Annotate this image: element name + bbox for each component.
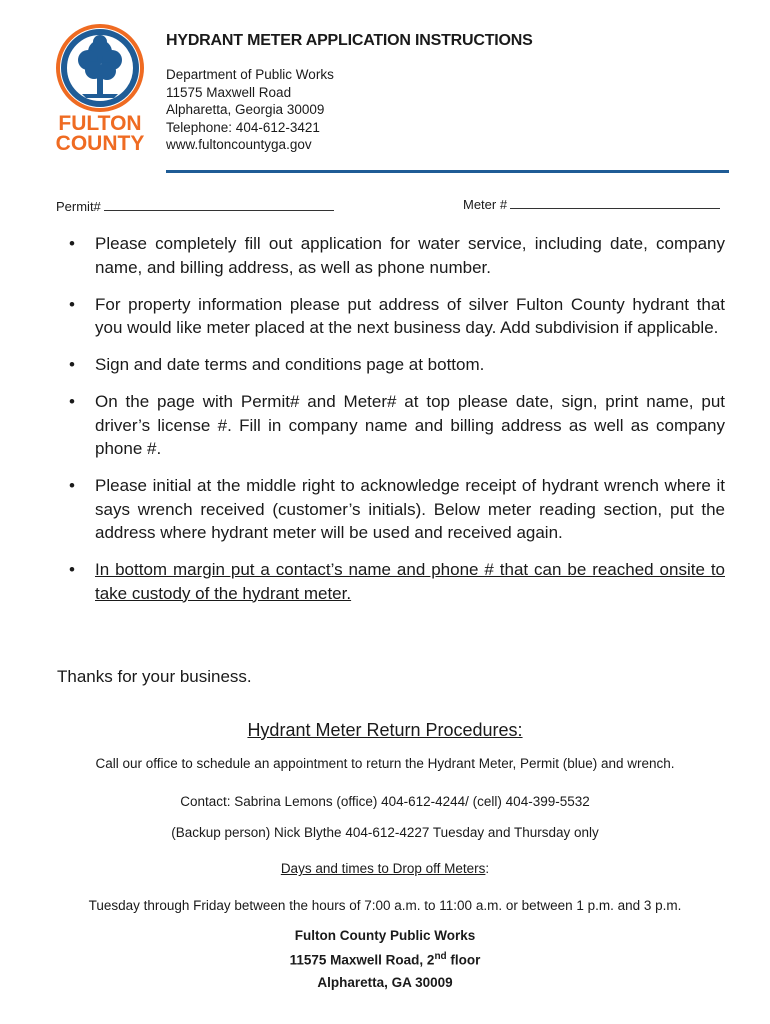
permit-label: Permit# <box>56 199 101 214</box>
footer-street-pre: 11575 Maxwell Road, 2 <box>289 952 435 968</box>
header-divider <box>166 170 729 173</box>
return-call-text: Call our office to schedule an appointment to return the Hydrant Meter, Permit (blue) and wrench. <box>95 756 675 771</box>
meter-label: Meter # <box>463 197 508 212</box>
return-backup-contact: (Backup person) Nick Blythe 404-612-4227 Tuesday and Thursday only <box>171 825 599 840</box>
footer-street <box>0 951 770 968</box>
address-telephone: Telephone: 404-612-3421 <box>166 119 320 135</box>
department-address <box>166 66 334 154</box>
meter-field[interactable] <box>463 196 720 212</box>
instruction-item: • In bottom margin put a contact’s name and phone # that can be reached onsite to take custody of the hydrant meter. <box>95 558 725 605</box>
footer-street-post: floor <box>446 952 481 968</box>
logo-line2: COUNTY <box>55 132 145 155</box>
address-city: Alpharetta, Georgia 30009 <box>166 102 325 117</box>
thanks-note: Thanks for your business. <box>57 667 252 686</box>
instruction-item: • Please initial at the middle right to acknowledge receipt of hydrant wrench where it says wrench received (customer’s initials). Below meter reading section, put the address where hydrant meter will be used and received again. <box>95 474 725 545</box>
drop-off-days-heading <box>0 861 770 876</box>
permit-blank[interactable] <box>104 198 334 211</box>
address-street: 11575 Maxwell Road <box>166 84 292 100</box>
footer-org: Fulton County Public Works <box>294 928 476 943</box>
return-procedures-title: Hydrant Meter Return Procedures: <box>247 720 523 740</box>
instructions-list <box>95 232 725 619</box>
footer-city: Alpharetta, GA 30009 <box>317 975 453 990</box>
address-website[interactable]: www.fultoncountyga.gov <box>166 137 312 152</box>
drop-off-hours: Tuesday through Friday between the hours of 7:00 a.m. to 11:00 a.m. or between 1 p.m. and 3 p.m. <box>88 898 682 913</box>
logo-line1: FULTON <box>58 112 142 135</box>
permit-field[interactable] <box>56 198 334 214</box>
drop-off-days-label: Days and times to Drop off Meters <box>280 861 486 876</box>
return-contact: Contact: Sabrina Lemons (office) 404-612-4244/ (cell) 404-399-5532 <box>180 794 590 809</box>
drop-off-days-colon: : <box>485 861 490 876</box>
logo-wordmark <box>52 114 148 154</box>
footer-street-sup: nd <box>434 951 447 962</box>
document-title: HYDRANT METER APPLICATION INSTRUCTIONS <box>166 32 533 49</box>
instruction-item: • On the page with Permit# and Meter# at top please date, sign, print name, put driver’s license #. Fill in company name and billing address as well as company phone #. <box>95 390 725 461</box>
address-department: Department of Public Works <box>166 67 334 82</box>
meter-blank[interactable] <box>510 196 720 209</box>
instruction-item: • Sign and date terms and conditions page at bottom. <box>95 353 725 377</box>
instruction-item: • Please completely fill out application for water service, including date, company name, and billing address, as well as phone number. <box>95 232 725 279</box>
instruction-item: • For property information please put address of silver Fulton County hydrant that you would like meter placed at the next business day. Add subdivision if applicable. <box>95 293 725 340</box>
